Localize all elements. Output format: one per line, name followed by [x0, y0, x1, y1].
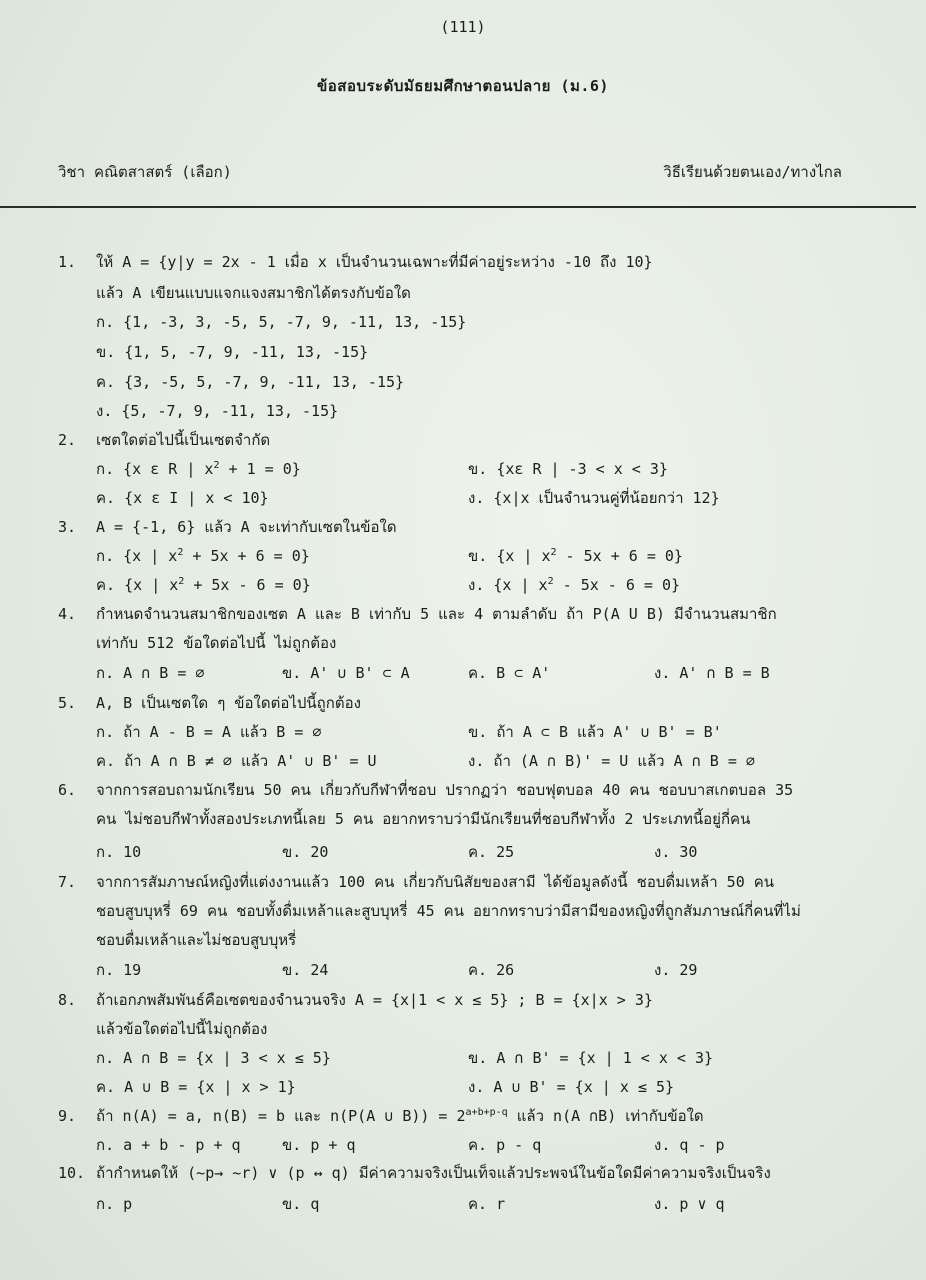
- choice-a: ก. A ∩ B = ∅: [96, 664, 205, 682]
- question-stem: จากการสัมภาษณ์หญิงที่แต่งงานแล้ว 100 คน เกี่ยวกับนิสัยของสามี ได้ข้อมูลดังนี้ ชอบดื่มเหล้า 50 คน: [96, 873, 775, 891]
- question-stem: ถ้า n(A) = a, n(B) = b และ n(P(A ∪ $B)) = 2^{a+b+p-q}$ แล้ว n(A ∩B) เท่ากับข้อใด: [96, 1107, 704, 1125]
- choice-c: ค. 26: [468, 961, 515, 979]
- question-number: 5.: [58, 694, 77, 712]
- question-stem: A = {-1, 6} แล้ว A จะเท่ากับเซตในข้อใด: [96, 518, 397, 536]
- choice-a: ก. 19: [96, 961, 142, 979]
- question-number: 6.: [58, 781, 77, 799]
- question-stem-cont: ชอบสูบบุหรี่ 69 คน ชอบทั้งดื่มเหล้าและสูบบุหรี่ 45 คน อยากทราบว่ามีสามีของหญิงที่ถูกสัมภาษณ์กี่คนที่ไม่: [96, 902, 801, 920]
- choice-b: ข. q: [282, 1195, 320, 1213]
- choice-b: ข. p + q: [282, 1136, 356, 1154]
- choice-a: ก. {1, -3, 3, -5, 5, -7, 9, -11, 13, -15}: [96, 313, 467, 331]
- choice-a: ก. A ∩ B = {x | 3 < x ≤ 5}: [96, 1049, 331, 1067]
- choice-b: ข. 24: [282, 961, 329, 979]
- choice-a: ก. p: [96, 1195, 133, 1213]
- choice-b: ข. {xε R | -3 < x < 3}: [468, 460, 668, 478]
- choice-a: ก. 10: [96, 843, 142, 861]
- choice-a: ก. {x | $x^2 + 5x + 6 = 0$}: [96, 547, 310, 565]
- question-stem: เซตใดต่อไปนี้เป็นเซตจำกัด: [96, 431, 271, 449]
- question-stem: กำหนดจำนวนสมาชิกของเซต A และ B เท่ากับ 5 และ 4 ตามลำดับ ถ้า P(A U B) มีจำนวนสมาชิก: [96, 605, 777, 623]
- choice-d: ง. {5, -7, 9, -11, 13, -15}: [96, 402, 339, 420]
- choice-a: ก. ถ้า A - B = A แล้ว B = ∅: [96, 723, 322, 741]
- choice-a: ก. {x ε R | $x^2 + 1 = 0$}: [96, 460, 301, 478]
- subject-label: วิชา คณิตสาสตร์ (เลือก): [58, 163, 232, 181]
- choice-b: ข. {x | $x^2 - 5x + 6 = 0$}: [468, 547, 683, 565]
- page-number: (111): [440, 18, 486, 36]
- question-number: 4.: [58, 605, 77, 623]
- choice-b: ข. {1, 5, -7, 9, -11, 13, -15}: [96, 343, 369, 361]
- question-stem: A, B เป็นเซตใด ๆ ข้อใดต่อไปนี้ถูกต้อง: [96, 694, 361, 712]
- choice-c: ค. ถ้า A ∩ B ≠ ∅ แล้ว A' ∪ B' = U: [96, 752, 377, 770]
- exam-title: ข้อสอบระดับมัธยมศึกษาตอนปลาย (ม.6): [317, 77, 609, 95]
- choice-d: ง. A ∪ B' = {x | x ≤ 5}: [468, 1078, 675, 1096]
- choice-c: ค. p - q: [468, 1136, 542, 1154]
- choice-c: ค. B ⊂ A': [468, 664, 551, 682]
- question-stem: ถ้าเอกภพสัมพันธ์คือเซตของจำนวนจริง A = {x|1 < x ≤ 5} ; B = {x|x > 3}: [96, 991, 653, 1009]
- question-stem: จากการสอบถามนักเรียน 50 คน เกี่ยวกับกีฬาที่ชอบ ปรากฏว่า ชอบฟุตบอล 40 คน ชอบบาสเกตบอล 35: [96, 781, 794, 799]
- question-stem: ถ้ากำหนดให้ (~p→ ~r) ∨ (p ↔ q) มีค่าความจริงเป็นเท็จแล้วประพจน์ในข้อใดมีค่าความจริงเป็นจริง: [96, 1164, 771, 1182]
- choice-b: ข. ถ้า A ⊂ B แล้ว A' ∪ B' = B': [468, 723, 722, 741]
- choice-d: ง. p ∨ q: [654, 1195, 725, 1213]
- header-divider: [0, 206, 916, 208]
- choice-d: ง. 30: [654, 843, 698, 861]
- question-number: 2.: [58, 431, 77, 449]
- question-number: 3.: [58, 518, 77, 536]
- question-number: 9.: [58, 1107, 77, 1125]
- choice-c: ค. {x | $x^2 + 5x - 6 = 0$}: [96, 576, 311, 594]
- question-stem-cont: แล้ว A เขียนแบบแจกแจงสมาชิกได้ตรงกับข้อใด: [96, 284, 411, 302]
- choice-a: ก. a + b - p + q: [96, 1136, 241, 1154]
- choice-d: ง. q - p: [654, 1136, 725, 1154]
- choice-d: ง. A' ∩ B = B: [654, 664, 770, 682]
- choice-b: ข. 20: [282, 843, 329, 861]
- question-stem-cont: แล้วข้อใดต่อไปนี้ไม่ถูกต้อง: [96, 1020, 268, 1038]
- choice-b: ข. A ∩ B' = {x | 1 < x < 3}: [468, 1049, 714, 1067]
- question-number: 10.: [58, 1164, 86, 1182]
- question-stem-cont: คน ไม่ชอบกีฬาทั้งสองประเภทนี้เลย 5 คน อยากทราบว่ามีนักเรียนที่ชอบกีฬาทั้ง 2 ประเภทนี้อยู่กี่คน: [96, 810, 751, 828]
- choice-c: ค. {x ε I | x < 10}: [96, 489, 269, 507]
- choice-c: ค. r: [468, 1195, 506, 1213]
- question-stem: ให้ A = {y|y = 2x - 1 เมื่อ x เป็นจำนวนเฉพาะที่มีค่าอยู่ระหว่าง -10 ถึง 10}: [96, 253, 653, 271]
- study-method-label: วิธีเรียนด้วยตนเอง/ทางไกล: [663, 163, 842, 181]
- choice-d: ง. {x|x เป็นจำนวนคู่ที่น้อยกว่า 12}: [468, 489, 720, 507]
- choice-d: ง. 29: [654, 961, 698, 979]
- choice-d: ง. {x | $x^2 - 5x - 6 = 0$}: [468, 576, 681, 594]
- choice-b: ข. A' ∪ B' ⊂ A: [282, 664, 410, 682]
- choice-d: ง. ถ้า (A ∩ B)' = U แล้ว A ∩ B = ∅: [468, 752, 755, 770]
- choice-c: ค. 25: [468, 843, 515, 861]
- question-number: 7.: [58, 873, 77, 891]
- question-number: 1.: [58, 253, 77, 271]
- choice-c: ค. {3, -5, 5, -7, 9, -11, 13, -15}: [96, 373, 405, 391]
- question-stem-cont: เท่ากับ 512 ข้อใดต่อไปนี้ ไม่ถูกต้อง: [96, 634, 337, 652]
- question-stem-cont: ชอบดื่มเหล้าและไม่ชอบสูบบุหรี่: [96, 931, 297, 949]
- choice-c: ค. A ∪ B = {x | x > 1}: [96, 1078, 296, 1096]
- question-number: 8.: [58, 991, 77, 1009]
